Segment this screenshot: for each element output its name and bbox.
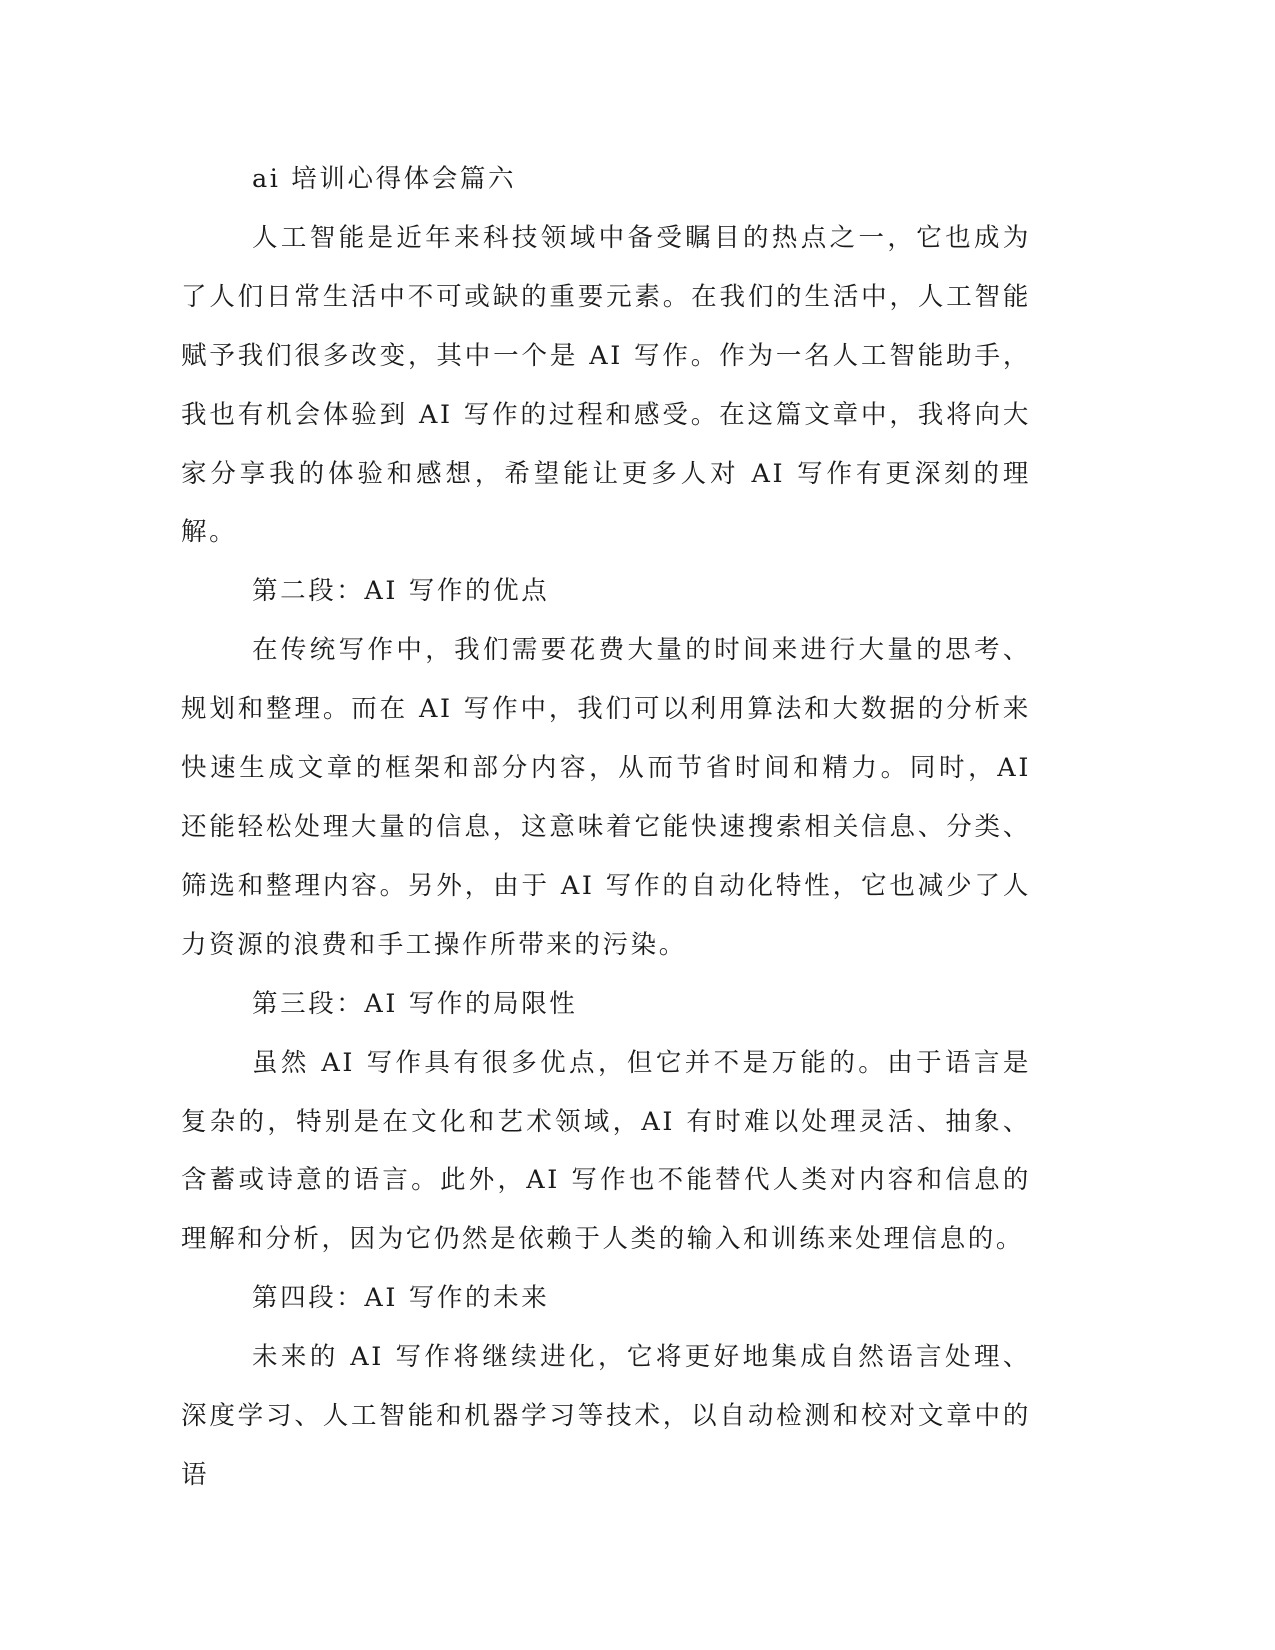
paragraph-intro: 人工智能是近年来科技领域中备受瞩目的热点之一，它也成为了人们日常生活中不可或缺的重要元素。在我们的生活中，人工智能赋予我们很多改变，其中一个是 AI 写作。作为一名人工智能助手，我也有机会体验到 AI 写作的过程和感受。在这篇文章中，我将向大家分享我的体验和感想，希望能让更多人对 AI 写作有更深刻的理解。 [181, 222, 1031, 548]
section-heading-advantages: 第二段：AI 写作的优点 [252, 576, 550, 607]
paragraph-advantages: 在传统写作中，我们需要花费大量的时间来进行大量的思考、规划和整理。而在 AI 写作中，我们可以利用算法和大数据的分析来快速生成文章的框架和部分内容，从而节省时间和精力。同时，AI 还能轻松处理大量的信息，这意味着它能快速搜索相关信息、分类、筛选和整理内容。另外，由于 AI 写作的自动化特性，它也减少了人力资源的浪费和手工操作所带来的污染。 [181, 635, 1031, 960]
document-title: ai 培训心得体会篇六 [252, 164, 517, 194]
section-heading-limitations: 第三段：AI 写作的局限性 [252, 988, 578, 1019]
document-page [181, 150, 1031, 1505]
section-heading-future: 第四段：AI 写作的未来 [252, 1283, 550, 1314]
paragraph-limitations: 虽然 AI 写作具有很多优点，但它并不是万能的。由于语言是复杂的，特别是在文化和艺术领域，AI 有时难以处理灵活、抽象、含蓄或诗意的语言。此外，AI 写作也不能替代人类对内容和信息的理解和分析，因为它仍然是依赖于人类的输入和训练来处理信息的。 [181, 1047, 1031, 1255]
paragraph-future: 未来的 AI 写作将继续进化，它将更好地集成自然语言处理、深度学习、人工智能和机器学习等技术，以自动检测和校对文章中的语 [181, 1342, 1031, 1490]
